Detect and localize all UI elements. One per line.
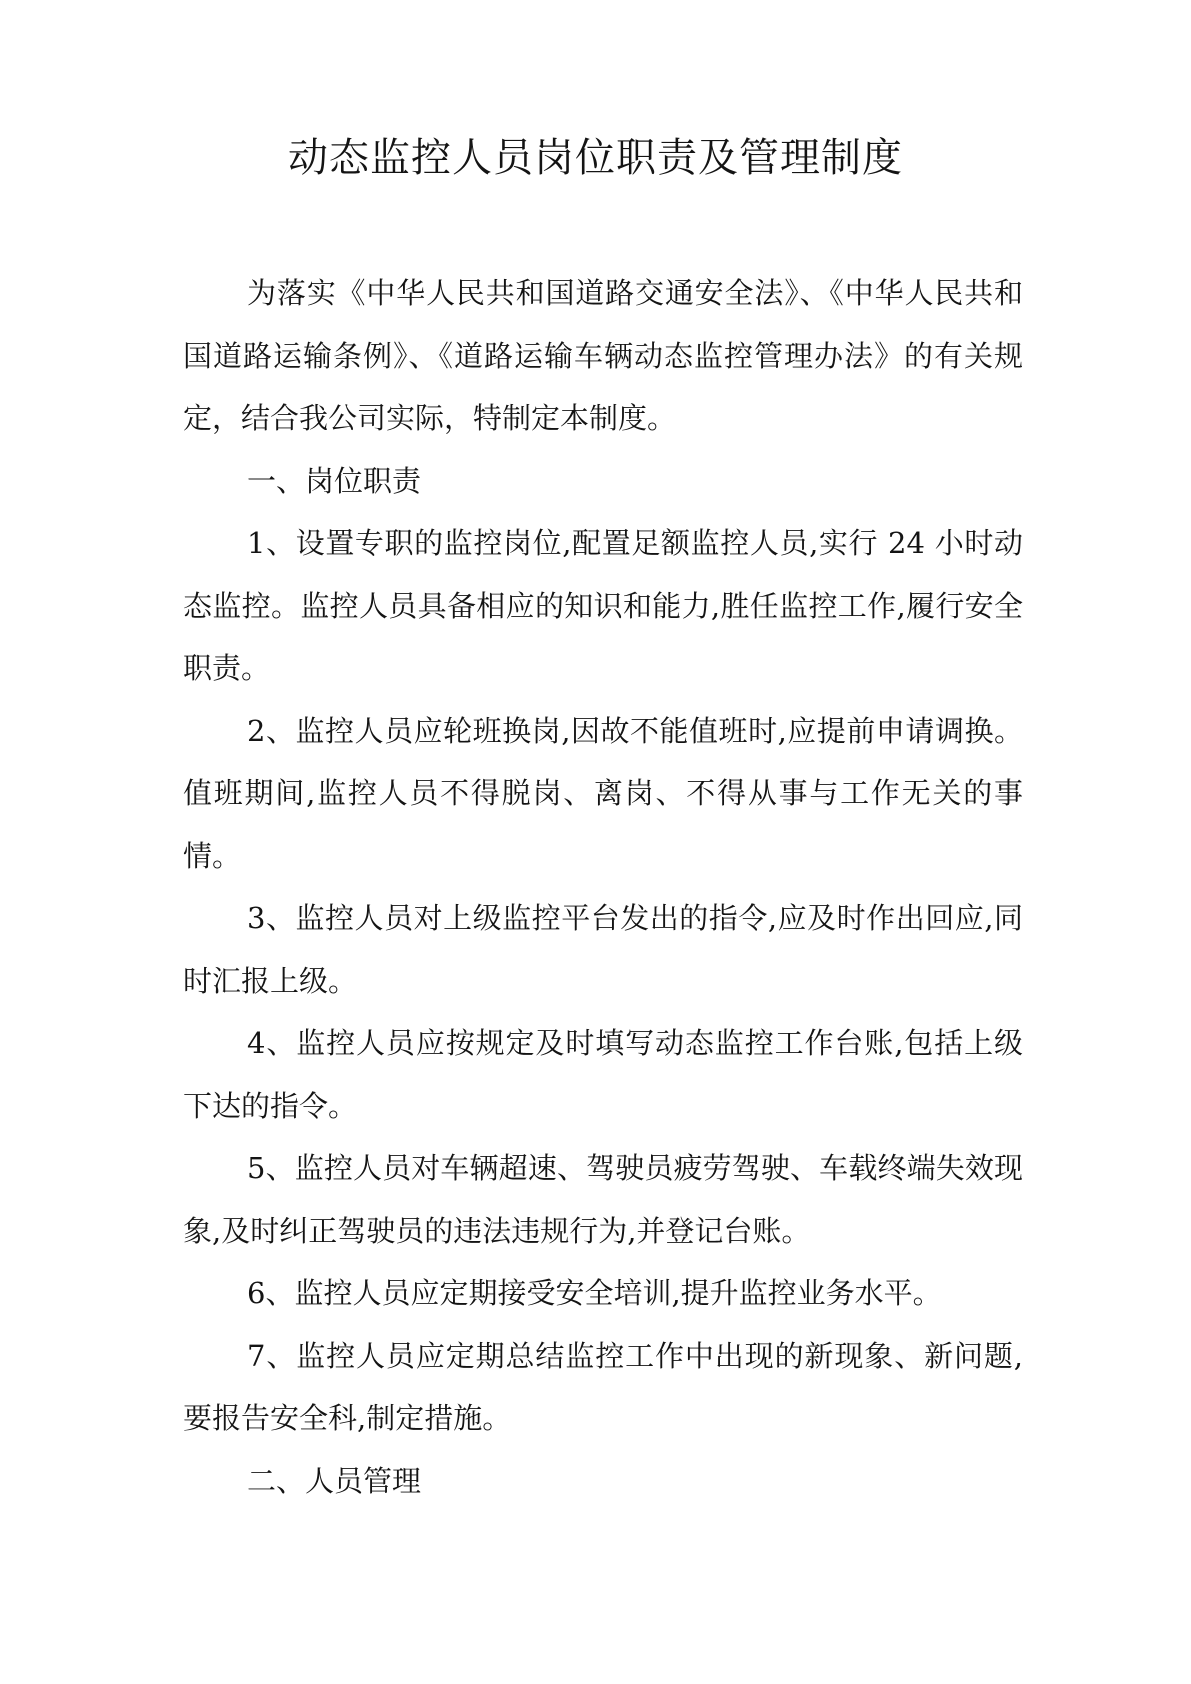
duty-item-2: 2、监控人员应轮班换岗,因故不能值班时,应提前申请调换。值班期间,监控人员不得脱岗、离岗、不得从事与工作无关的事情。 <box>183 713 1023 873</box>
section-heading-personnel: 二、人员管理 <box>247 1463 422 1498</box>
document-title: 动态监控人员岗位职责及管理制度 <box>288 135 903 181</box>
document-body <box>183 262 1023 1512</box>
duty-item-3: 3、监控人员对上级监控平台发出的指令,应及时作出回应,同时汇报上级。 <box>183 901 1023 998</box>
section-heading-duties: 一、岗位职责 <box>247 463 422 498</box>
duty-item-7: 7、监控人员应定期总结监控工作中出现的新现象、新问题,要报告安全科,制定措施。 <box>183 1338 1023 1435</box>
duty-item-5: 5、监控人员对车辆超速、驾驶员疲劳驾驶、车载终端失效现象,及时纠正驾驶员的违法违规行为,并登记台账。 <box>183 1151 1023 1248</box>
duty-item-1: 1、设置专职的监控岗位,配置足额监控人员,实行 24 小时动态监控。监控人员具备相应的知识和能力,胜任监控工作,履行安全职责。 <box>183 526 1023 685</box>
duty-item-4: 4、监控人员应按规定及时填写动态监控工作台账,包括上级下达的指令。 <box>183 1026 1023 1123</box>
duty-item-6: 6、监控人员应定期接受安全培训,提升监控业务水平。 <box>247 1276 942 1310</box>
intro-paragraph: 为落实《中华人民共和国道路交通安全法》、《中华人民共和国道路运输条例》、《道路运输车辆动态监控管理办法》的有关规定，结合我公司实际，特制定本制度。 <box>183 276 1023 435</box>
